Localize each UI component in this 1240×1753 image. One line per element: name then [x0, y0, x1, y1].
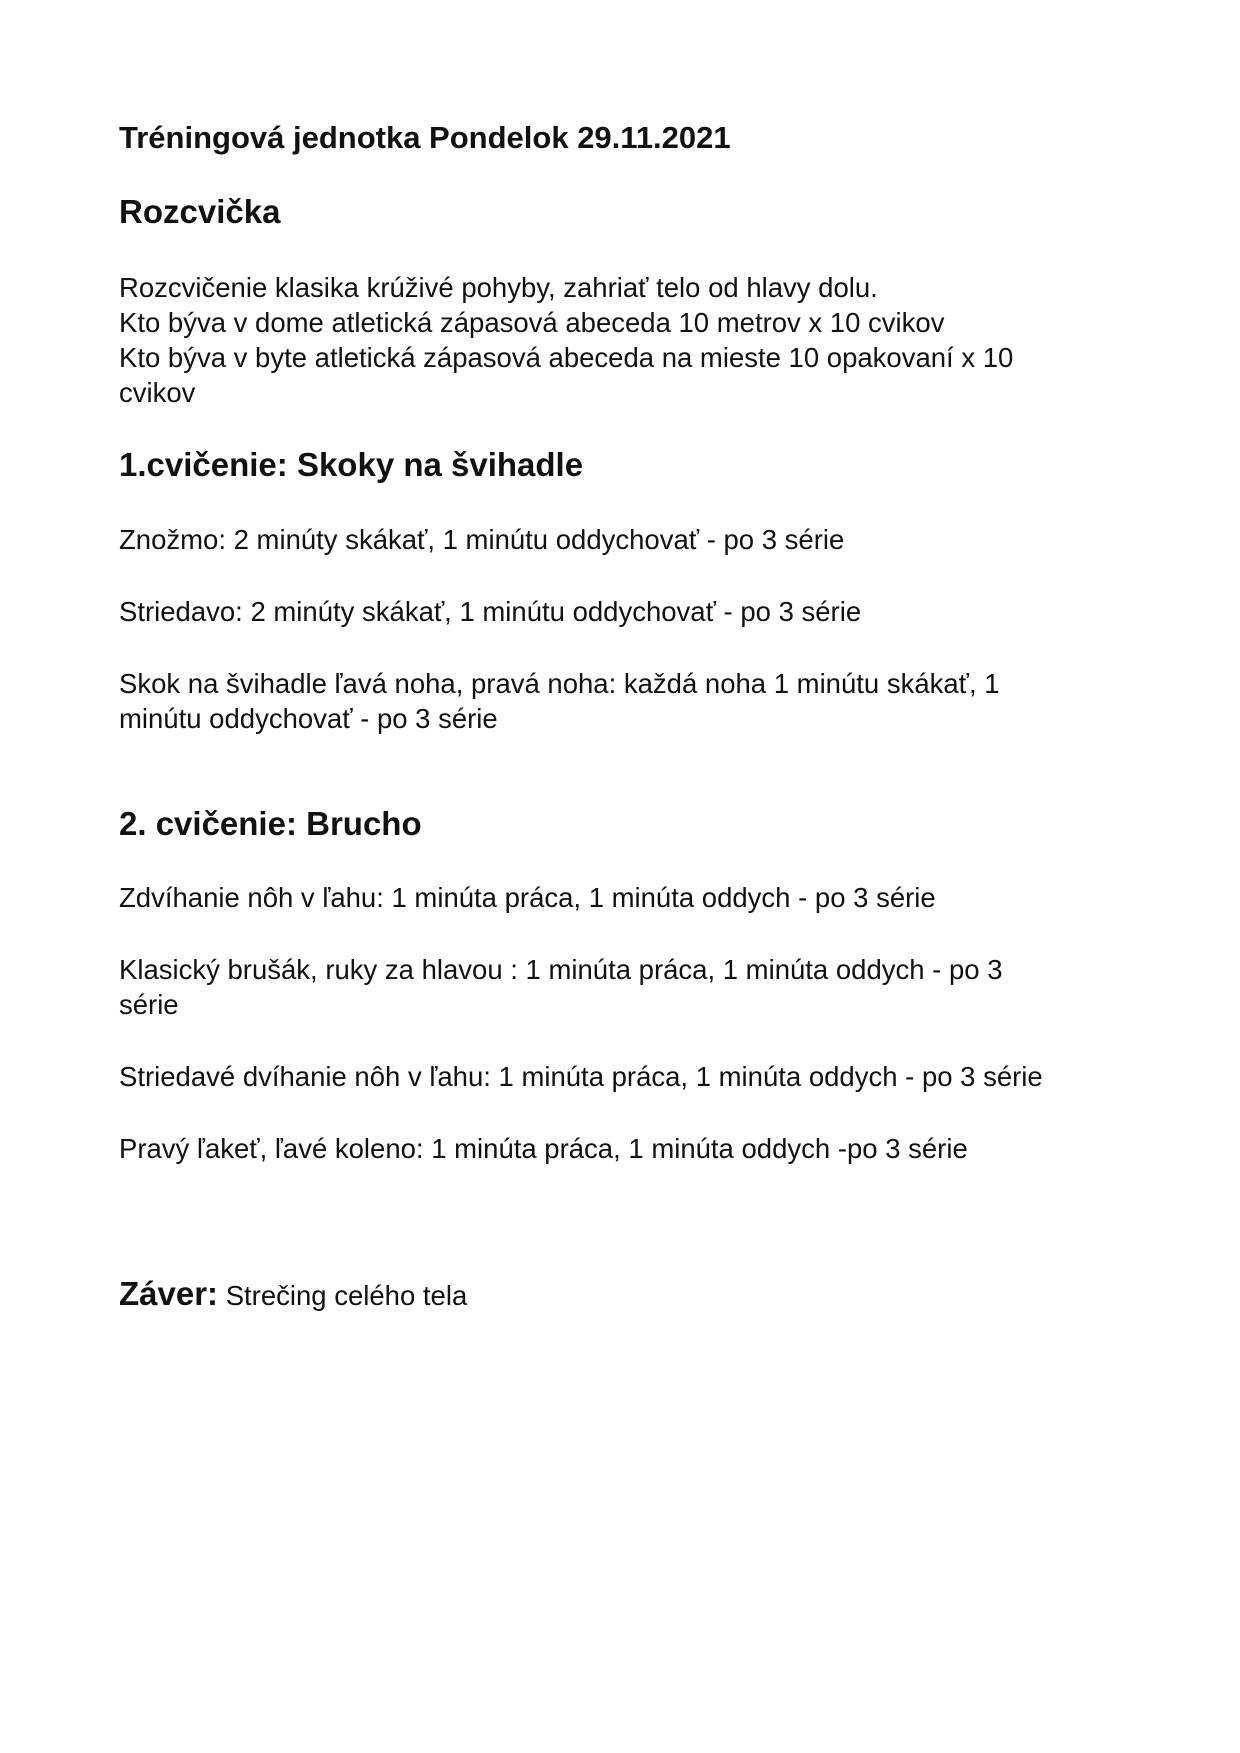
exercise2-item-line: série	[119, 989, 179, 1020]
exercise1-item-line: Skok na švihadle ľavá noha, pravá noha: každá noha 1 minútu skákať, 1	[119, 668, 1000, 699]
warmup-line: cvikov	[119, 377, 196, 408]
warmup-line: Kto býva v dome atletická zápasová abeceda 10 metrov x 10 cvikov	[119, 307, 945, 338]
exercise1-item-line: minútu oddychovať - po 3 série	[119, 703, 498, 734]
exercise2-item-line: Zdvíhanie nôh v ľahu: 1 minúta práca, 1 minúta oddych - po 3 série	[119, 882, 936, 913]
exercise2-item	[119, 1059, 1139, 1094]
exercise2-item-line: Klasický brušák, ruky za hlavou : 1 minúta práca, 1 minúta oddych - po 3	[119, 954, 1003, 985]
document-title: Tréningová jednotka Pondelok 29.11.2021	[119, 120, 731, 155]
exercise2-item	[119, 880, 1139, 915]
conclusion	[119, 1274, 1139, 1321]
exercise1-item-line: Striedavo: 2 minúty skákať, 1 minútu oddychovať - po 3 série	[119, 596, 862, 627]
exercise1-item-line: Znožmo: 2 minúty skákať, 1 minútu oddychovať - po 3 série	[119, 524, 845, 555]
warmup-paragraph	[119, 270, 1139, 410]
exercise1-item	[119, 666, 1139, 736]
conclusion-label: Záver:	[119, 1275, 219, 1312]
exercise2-item-line: Pravý ľakeť, ľavé koleno: 1 minúta práca, 1 minúta oddych -po 3 série	[119, 1133, 968, 1164]
exercise1-heading: 1.cvičenie: Skoky na švihadle	[119, 446, 584, 483]
exercise2-item	[119, 952, 1139, 1022]
conclusion-text: Strečing celého tela	[218, 1280, 468, 1311]
exercise2-heading: 2. cvičenie: Brucho	[119, 805, 422, 842]
exercise2-item	[119, 1131, 1139, 1166]
exercise1-item	[119, 594, 1139, 629]
exercise1-item	[119, 522, 1139, 557]
warmup-line: Rozcvičenie klasika krúživé pohyby, zahriať telo od hlavy dolu.	[119, 272, 878, 303]
warmup-line: Kto býva v byte atletická zápasová abeceda na mieste 10 opakovaní x 10	[119, 342, 1014, 373]
warmup-heading: Rozcvička	[119, 193, 281, 230]
exercise2-item-line: Striedavé dvíhanie nôh v ľahu: 1 minúta práca, 1 minúta oddych - po 3 série	[119, 1061, 1043, 1092]
